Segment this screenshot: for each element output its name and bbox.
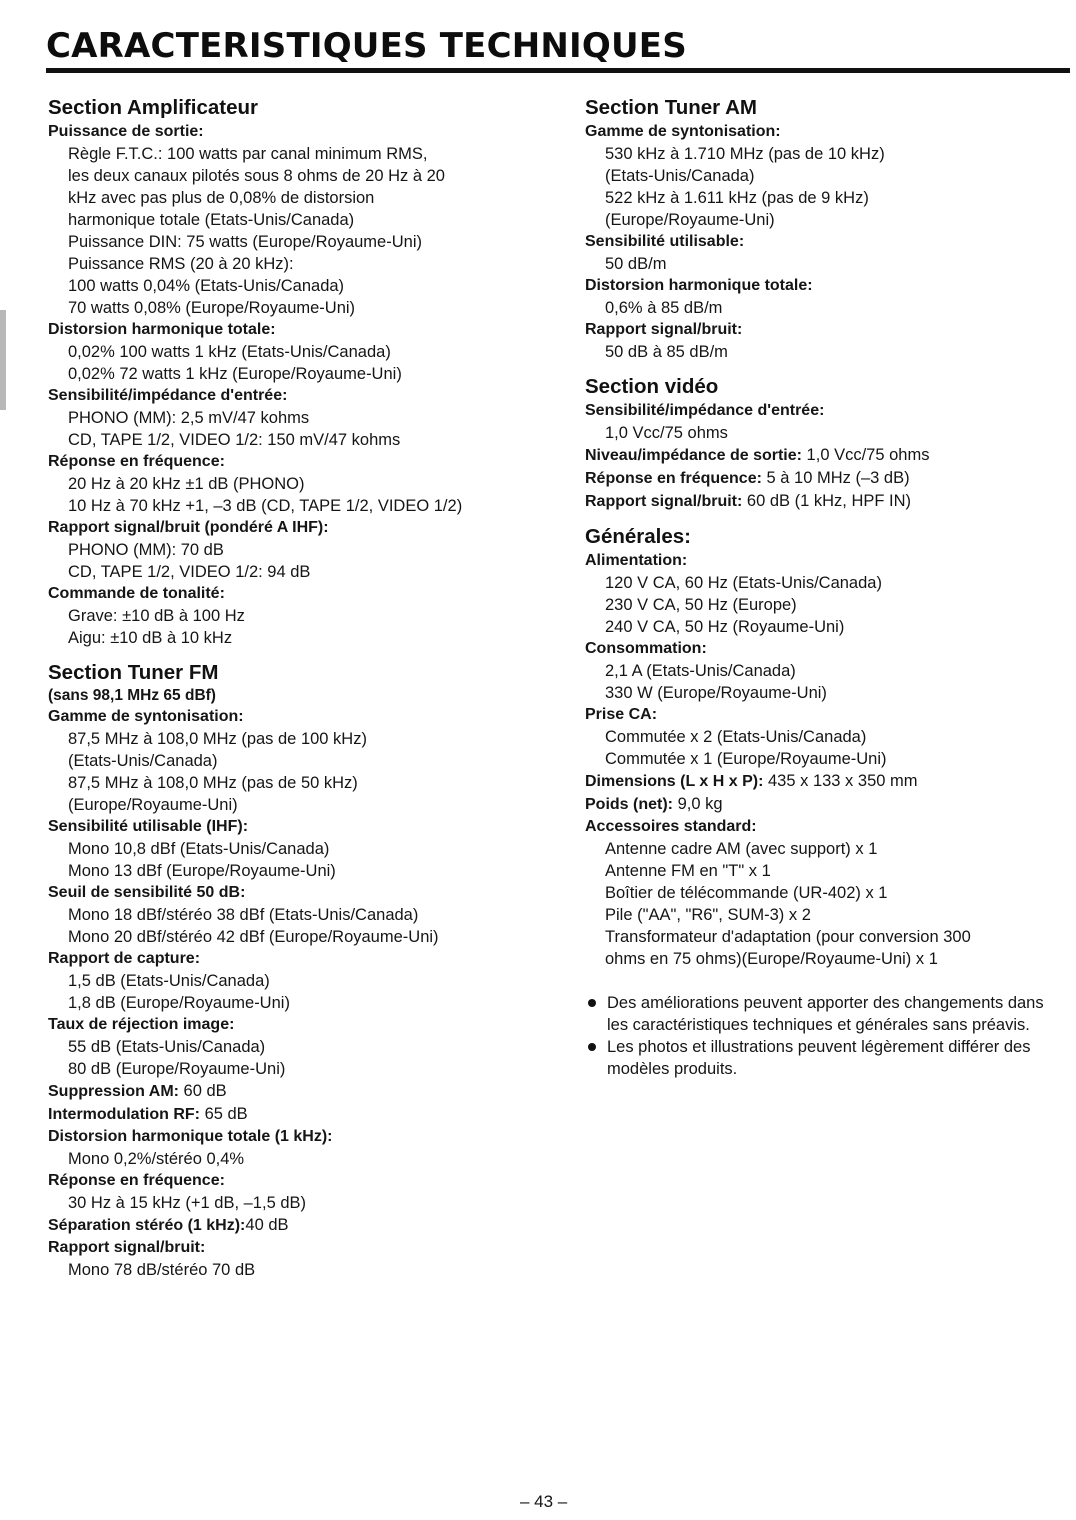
spec-label: Seuil de sensibilité 50 dB: [48, 884, 246, 901]
section-title: Section Tuner FM [48, 661, 219, 684]
note-item: Les photos et illustrations peuvent légèrement différer des modèles produits. [585, 1036, 1065, 1080]
spec-value: Grave: ±10 dB à 100 Hz [68, 607, 245, 625]
spec-row [48, 1080, 548, 1103]
spec-value: Aigu: ±10 dB à 10 kHz [68, 629, 233, 647]
spec-value: CD, TAPE 1/2, VIDEO 1/2: 94 dB [68, 563, 311, 581]
spec-label: Sensibilité utilisable (IHF): [48, 818, 249, 835]
spec-value: 20 Hz à 20 kHz ±1 dB (PHONO) [68, 475, 305, 493]
spec-row [585, 770, 1065, 793]
spec-value: les deux canaux pilotés sous 8 ohms de 20 Hz à 20 [68, 167, 445, 185]
spec-value: Transformateur d'adaptation (pour conversion 300 [605, 928, 971, 946]
spec-value: 530 kHz à 1.710 MHz (pas de 10 kHz) [605, 145, 885, 163]
section-title: Générales: [585, 525, 691, 548]
spec-label: Niveau/impédance de sortie: [585, 447, 802, 464]
spec-value: (Europe/Royaume-Uni) [68, 796, 238, 814]
spec-label: Réponse en fréquence: [585, 470, 762, 487]
spec-value: Puissance DIN: 75 watts (Europe/Royaume-Uni) [68, 233, 422, 251]
spec-value: 87,5 MHz à 108,0 MHz (pas de 100 kHz) [68, 730, 367, 748]
section-title: Section vidéo [585, 375, 719, 398]
spec-value: (Etats-Unis/Canada) [68, 752, 218, 770]
spec-value: 50 dB à 85 dB/m [605, 343, 728, 361]
spec-label: Intermodulation RF: [48, 1106, 200, 1123]
spec-value: 240 V CA, 50 Hz (Royaume-Uni) [605, 618, 845, 636]
spec-value: CD, TAPE 1/2, VIDEO 1/2: 150 mV/47 kohms [68, 431, 401, 449]
spec-row [48, 1103, 548, 1126]
spec-value: 0,02% 100 watts 1 kHz (Etats-Unis/Canada) [68, 343, 391, 361]
spec-label: Puissance de sortie: [48, 123, 204, 140]
section-section-tuner-am [585, 95, 1065, 363]
spec-label: Rapport signal/bruit (pondéré A IHF): [48, 519, 329, 536]
spec-value: 40 dB [245, 1216, 289, 1234]
spec-value: Commutée x 1 (Europe/Royaume-Uni) [605, 750, 887, 768]
spec-label: Dimensions (L x H x P): [585, 773, 764, 790]
spec-label: Gamme de syntonisation: [48, 708, 244, 725]
spec-value: Pile ("AA", "R6", SUM-3) x 2 [605, 906, 811, 924]
spec-value: 5 à 10 MHz (–3 dB) [761, 469, 910, 487]
spec-label: Sensibilité/impédance d'entrée: [585, 402, 825, 419]
spec-value: harmonique totale (Etats-Unis/Canada) [68, 211, 355, 229]
spec-label: Rapport signal/bruit: [585, 321, 743, 338]
spec-label: Prise CA: [585, 706, 658, 723]
spec-value: 1,5 dB (Etats-Unis/Canada) [68, 972, 270, 990]
page-title: CARACTERISTIQUES TECHNIQUES [46, 26, 687, 66]
section-generales [585, 524, 1065, 970]
spec-value: 522 kHz à 1.611 kHz (pas de 9 kHz) [605, 189, 869, 207]
spec-label: Rapport signal/bruit: [48, 1239, 206, 1256]
spec-label: Suppression AM: [48, 1083, 179, 1100]
spec-label: Distorsion harmonique totale: [48, 321, 276, 338]
spec-value: 30 Hz à 15 kHz (+1 dB, –1,5 dB) [68, 1194, 307, 1212]
notes-list [585, 992, 1065, 1080]
spec-label: Sensibilité utilisable: [585, 233, 745, 250]
spec-label: Réponse en fréquence: [48, 1172, 225, 1189]
spec-label: Poids (net): [585, 796, 673, 813]
spec-value: Boîtier de télécommande (UR-402) x 1 [605, 884, 888, 902]
spec-label: Commande de tonalité: [48, 585, 225, 602]
section-subtitle: (sans 98,1 MHz 65 dBf) [48, 687, 216, 704]
spec-value: 55 dB (Etats-Unis/Canada) [68, 1038, 266, 1056]
spec-row [585, 444, 1065, 467]
spec-value: 120 V CA, 60 Hz (Etats-Unis/Canada) [605, 574, 882, 592]
spec-value: (Etats-Unis/Canada) [605, 167, 755, 185]
spec-value: 100 watts 0,04% (Etats-Unis/Canada) [68, 277, 345, 295]
spec-value: 230 V CA, 50 Hz (Europe) [605, 596, 797, 614]
spec-value: 60 dB [178, 1082, 227, 1100]
section-section-video [585, 374, 1065, 513]
title-rule [46, 68, 1070, 73]
section-title: Section Tuner AM [585, 96, 757, 119]
spec-value: kHz avec pas plus de 0,08% de distorsion [68, 189, 375, 207]
section-section-amplificateur [48, 95, 548, 649]
spec-value: 1,8 dB (Europe/Royaume-Uni) [68, 994, 290, 1012]
spec-value: 80 dB (Europe/Royaume-Uni) [68, 1060, 286, 1078]
spec-value: 9,0 kg [673, 795, 723, 813]
right-column [585, 95, 1065, 1080]
spec-label: Rapport signal/bruit: [585, 493, 743, 510]
spec-value: Mono 78 dB/stéréo 70 dB [68, 1261, 256, 1279]
spec-row [48, 1214, 548, 1237]
section-section-tuner-fm [48, 660, 548, 1281]
spec-value: Mono 13 dBf (Europe/Royaume-Uni) [68, 862, 336, 880]
spec-value: 65 dB [199, 1105, 248, 1123]
spec-value: Puissance RMS (20 à 20 kHz): [68, 255, 294, 273]
spec-label: Rapport de capture: [48, 950, 201, 967]
spec-value: 50 dB/m [605, 255, 667, 273]
spec-label: Alimentation: [585, 552, 688, 569]
spec-value: Antenne cadre AM (avec support) x 1 [605, 840, 878, 858]
page-number: – 43 – [520, 1492, 568, 1511]
spec-label: Séparation stéréo (1 kHz): [48, 1217, 246, 1234]
left-column [48, 95, 548, 1292]
spec-label: Distorsion harmonique totale (1 kHz): [48, 1128, 333, 1145]
spec-label: Accessoires standard: [585, 818, 757, 835]
spec-value: PHONO (MM): 70 dB [68, 541, 224, 559]
spec-value: Mono 0,2%/stéréo 0,4% [68, 1150, 245, 1168]
spec-value: 0,6% à 85 dB/m [605, 299, 723, 317]
spec-value: 0,02% 72 watts 1 kHz (Europe/Royaume-Uni) [68, 365, 402, 383]
spec-value: 1,0 Vcc/75 ohms [605, 424, 728, 442]
spec-value: PHONO (MM): 2,5 mV/47 kohms [68, 409, 310, 427]
spec-row [585, 490, 1065, 513]
spec-label: Sensibilité/impédance d'entrée: [48, 387, 288, 404]
spec-value: 1,0 Vcc/75 ohms [801, 446, 930, 464]
section-title: Section Amplificateur [48, 96, 258, 119]
spec-value: 435 x 133 x 350 mm [763, 772, 918, 790]
spec-value: ohms en 75 ohms)(Europe/Royaume-Uni) x 1 [605, 950, 938, 968]
spec-value: 10 Hz à 70 kHz +1, –3 dB (CD, TAPE 1/2, VIDEO 1/2) [68, 497, 463, 515]
note-item: Des améliorations peuvent apporter des changements dans les caractéristiques techniques et générales sans préavis. [585, 992, 1065, 1036]
spec-value: 330 W (Europe/Royaume-Uni) [605, 684, 827, 702]
spec-row [585, 793, 1065, 816]
scan-edge-mark [0, 310, 6, 410]
spec-value: 87,5 MHz à 108,0 MHz (pas de 50 kHz) [68, 774, 358, 792]
spec-value: Règle F.T.C.: 100 watts par canal minimum RMS, [68, 145, 428, 163]
spec-row [585, 467, 1065, 490]
spec-value: Commutée x 2 (Etats-Unis/Canada) [605, 728, 867, 746]
spec-value: 60 dB (1 kHz, HPF IN) [742, 492, 912, 510]
spec-label: Gamme de syntonisation: [585, 123, 781, 140]
spec-label: Taux de réjection image: [48, 1016, 235, 1033]
spec-value: (Europe/Royaume-Uni) [605, 211, 775, 229]
spec-value: Mono 18 dBf/stéréo 38 dBf (Etats-Unis/Canada) [68, 906, 419, 924]
spec-label: Distorsion harmonique totale: [585, 277, 813, 294]
spec-value: 70 watts 0,08% (Europe/Royaume-Uni) [68, 299, 356, 317]
spec-value: Mono 20 dBf/stéréo 42 dBf (Europe/Royaume-Uni) [68, 928, 439, 946]
spec-label: Consommation: [585, 640, 707, 657]
spec-value: Antenne FM en "T" x 1 [605, 862, 771, 880]
spec-value: Mono 10,8 dBf (Etats-Unis/Canada) [68, 840, 330, 858]
spec-label: Réponse en fréquence: [48, 453, 225, 470]
spec-value: 2,1 A (Etats-Unis/Canada) [605, 662, 796, 680]
